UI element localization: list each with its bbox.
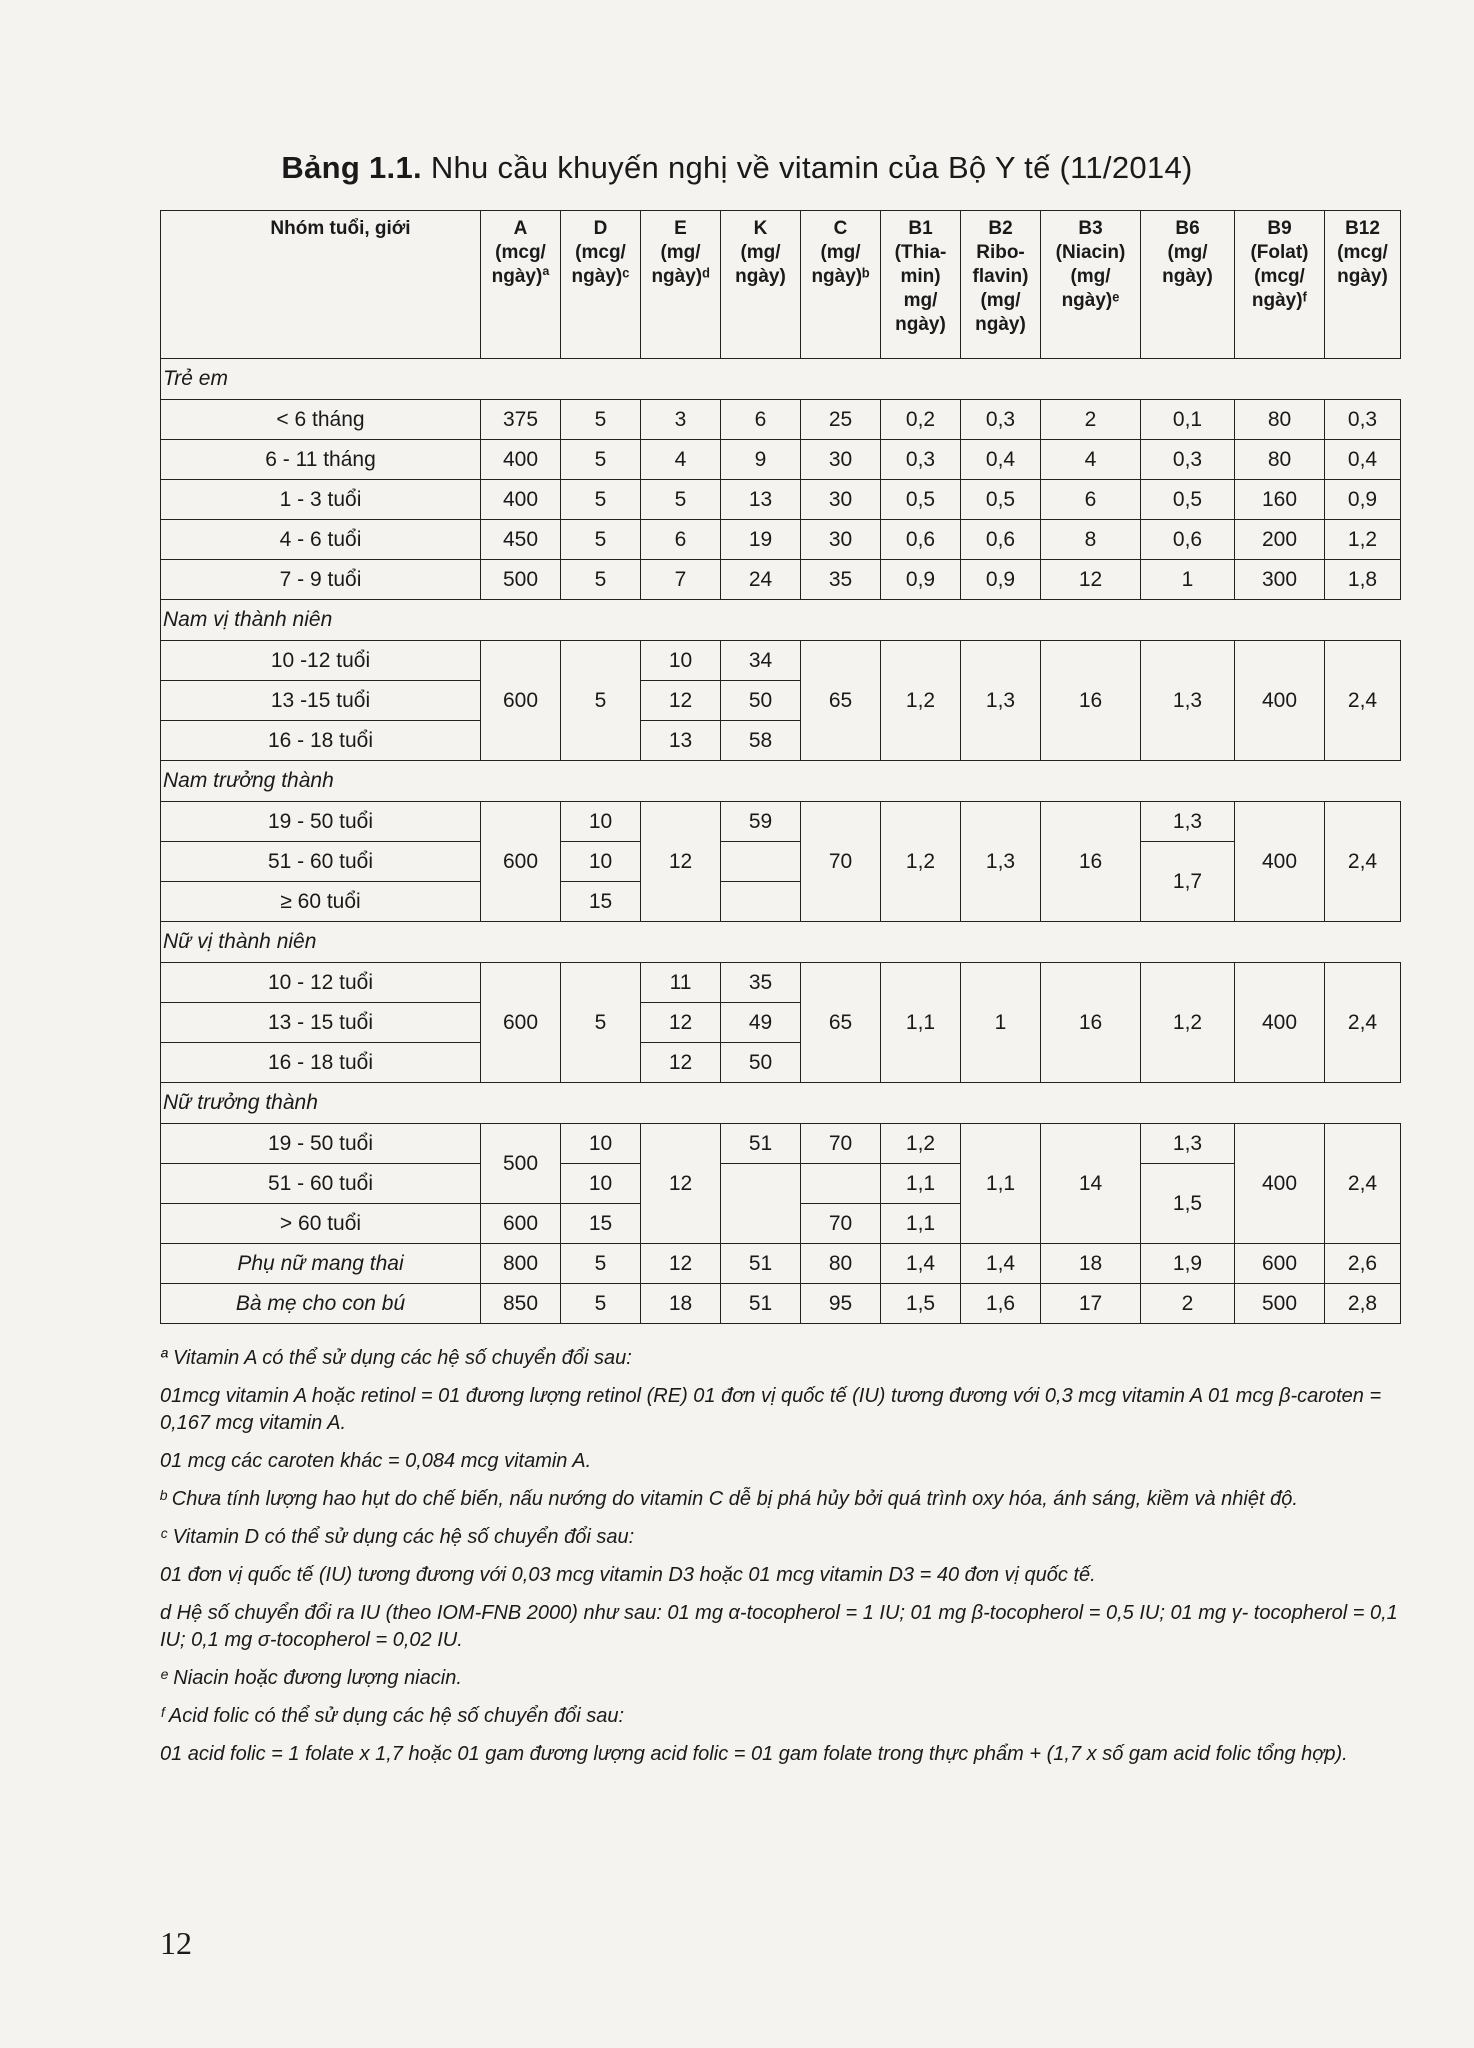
cell: 0,5 [881, 480, 961, 520]
cell: 400 [481, 480, 561, 520]
cell: 6 [1041, 480, 1141, 520]
cell: 0,5 [961, 480, 1041, 520]
cell: 12 [641, 681, 721, 721]
table-row [161, 641, 1401, 681]
cell: 1,3 [961, 802, 1041, 922]
cell: 5 [641, 480, 721, 520]
cell: 18 [1041, 1244, 1141, 1284]
cell: 2,4 [1325, 641, 1401, 761]
table-row [161, 842, 1401, 882]
header-col: A (mcg/ ngày)ª [481, 211, 561, 359]
table-row [161, 1124, 1401, 1164]
table-row [161, 480, 1401, 520]
cell: 50 [721, 1043, 801, 1083]
cell: 0,3 [961, 400, 1041, 440]
cell: 400 [481, 440, 561, 480]
cell: 1,1 [881, 963, 961, 1083]
cell: 13 [721, 480, 801, 520]
cell: 51 [721, 1284, 801, 1324]
age-cell: 16 - 18 tuổi [161, 1043, 481, 1083]
cell: 58 [721, 721, 801, 761]
cell: 1 [1141, 560, 1235, 600]
cell: 18 [641, 1284, 721, 1324]
header-col: B6 (mg/ ngày) [1141, 211, 1235, 359]
age-cell: 7 - 9 tuổi [161, 560, 481, 600]
cell: 0,9 [1325, 480, 1401, 520]
group-row [161, 922, 1401, 963]
header-col: B12 (mcg/ ngày) [1325, 211, 1401, 359]
cell: 12 [641, 1003, 721, 1043]
header-row [161, 211, 1401, 359]
age-cell: 51 - 60 tuổi [161, 1164, 481, 1204]
header-col: E (mg/ ngày)ᵈ [641, 211, 721, 359]
group-row [161, 359, 1401, 400]
cell: 1,5 [1141, 1164, 1235, 1244]
group-row [161, 761, 1401, 802]
group-label: Nữ trưởng thành [161, 1083, 1401, 1124]
footnote: ᶠ Acid folic có thể sử dụng các hệ số chuyển đổi sau: [160, 1705, 625, 1727]
cell: 0,4 [1325, 440, 1401, 480]
cell: 1,6 [961, 1284, 1041, 1324]
cell: 7 [641, 560, 721, 600]
cell: 1,1 [881, 1204, 961, 1244]
cell: 50 [721, 681, 801, 721]
cell: 2,4 [1325, 963, 1401, 1083]
header-age-group: Nhóm tuổi, giới [161, 211, 481, 359]
cell: 450 [481, 520, 561, 560]
page-number: 12 [160, 1925, 192, 1961]
footnote: ᶜ Vitamin D có thể sử dụng các hệ số chuyển đổi sau: [160, 1526, 635, 1548]
footnote: 01 đơn vị quốc tế (IU) tương đương với 0,03 mcg vitamin D3 hoặc 01 mcg vitamin D3 = 40 đơn vị quốc tế. [160, 1564, 1096, 1586]
cell: 500 [481, 560, 561, 600]
group-label: Nữ vị thành niên [161, 922, 1401, 963]
age-cell: Bà mẹ cho con bú [161, 1284, 481, 1324]
cell: 0,3 [881, 440, 961, 480]
cell: 4 [1041, 440, 1141, 480]
cell: 8 [1041, 520, 1141, 560]
header-col: B9 (Folat) (mcg/ ngày)ᶠ [1235, 211, 1325, 359]
cell: 25 [801, 400, 881, 440]
cell: 600 [1235, 1244, 1325, 1284]
cell: 1,2 [881, 641, 961, 761]
vitamin-table [160, 210, 1401, 1324]
table-row [161, 400, 1401, 440]
cell: 0,9 [881, 560, 961, 600]
cell: 13 [641, 721, 721, 761]
header-col: D (mcg/ ngày)ᶜ [561, 211, 641, 359]
cell: 5 [561, 440, 641, 480]
cell: 34 [721, 641, 801, 681]
group-label: Nam vị thành niên [161, 600, 1401, 641]
table-row [161, 520, 1401, 560]
cell: 1,2 [1325, 520, 1401, 560]
table-caption-text: Nhu cầu khuyến nghị về vitamin của Bộ Y tế (11/2014) [430, 150, 1193, 185]
cell: 1,9 [1141, 1244, 1235, 1284]
cell: 0,2 [881, 400, 961, 440]
footnote: d Hệ số chuyển đổi ra IU (theo IOM-FNB 2000) như sau: 01 mg α-tocopherol = 1 IU; 01 mg β-tocopherol = 0,5 IU; 01 mg γ- tocopherol = 0,1 IU; 0,1 mg σ-tocopherol = 0,02 IU. [160, 1602, 1398, 1651]
cell: 24 [721, 560, 801, 600]
footnote: 01 acid folic = 1 folate x 1,7 hoặc 01 gam đương lượng acid folic = 01 gam folate trong thực phẩm + (1,7 x số gam acid folic tổng hợp). [160, 1743, 1348, 1765]
cell: 10 [641, 641, 721, 681]
cell: 300 [1235, 560, 1325, 600]
cell: 600 [481, 1204, 561, 1244]
header-col: B3 (Niacin) (mg/ ngày)ᵉ [1041, 211, 1141, 359]
cell: 160 [1235, 480, 1325, 520]
table-row [161, 963, 1401, 1003]
cell: 17 [1041, 1284, 1141, 1324]
cell: 600 [481, 963, 561, 1083]
cell: 70 [801, 1204, 881, 1244]
cell: 35 [721, 963, 801, 1003]
table-caption-prefix: Bảng 1.1. [281, 150, 422, 185]
cell: 2 [1141, 1284, 1235, 1324]
cell: 2,6 [1325, 1244, 1401, 1284]
cell: 2,4 [1325, 802, 1401, 922]
cell: 4 [641, 440, 721, 480]
cell: 0,9 [961, 560, 1041, 600]
cell: 6 [641, 520, 721, 560]
cell: 15 [561, 1204, 641, 1244]
table-row [161, 560, 1401, 600]
age-cell: 19 - 50 tuổi [161, 802, 481, 842]
cell: 200 [1235, 520, 1325, 560]
cell: 14 [1041, 1124, 1141, 1244]
cell [801, 1164, 881, 1204]
cell [721, 842, 801, 882]
cell: 35 [801, 560, 881, 600]
age-cell: 13 -15 tuổi [161, 681, 481, 721]
cell: 5 [561, 963, 641, 1083]
cell: 2,4 [1325, 1124, 1401, 1244]
cell [721, 1164, 801, 1244]
age-cell: 10 - 12 tuổi [161, 963, 481, 1003]
cell: 10 [561, 1164, 641, 1204]
cell: 80 [801, 1244, 881, 1284]
cell: 3 [641, 400, 721, 440]
age-cell: > 60 tuổi [161, 1204, 481, 1244]
cell: 80 [1235, 400, 1325, 440]
cell: 400 [1235, 1124, 1325, 1244]
age-cell: 1 - 3 tuổi [161, 480, 481, 520]
cell: 51 [721, 1124, 801, 1164]
cell: 6 [721, 400, 801, 440]
cell: 1,2 [881, 802, 961, 922]
table-row [161, 1284, 1401, 1324]
footnote: 01 mcg các caroten khác = 0,084 mcg vitamin A. [160, 1450, 592, 1472]
cell: 19 [721, 520, 801, 560]
cell: 30 [801, 440, 881, 480]
cell: 1 [961, 963, 1041, 1083]
cell: 400 [1235, 963, 1325, 1083]
cell: 11 [641, 963, 721, 1003]
cell: 30 [801, 520, 881, 560]
age-cell: 51 - 60 tuổi [161, 842, 481, 882]
cell: 0,6 [881, 520, 961, 560]
cell: 1,8 [1325, 560, 1401, 600]
cell: 0,4 [961, 440, 1041, 480]
cell: 12 [1041, 560, 1141, 600]
cell: 0,3 [1141, 440, 1235, 480]
footnote: ª Vitamin A có thể sử dụng các hệ số chuyển đổi sau: [160, 1347, 632, 1369]
cell: 80 [1235, 440, 1325, 480]
footnote: 01mcg vitamin A hoặc retinol = 01 đương lượng retinol (RE) 01 đơn vị quốc tế (IU) tương đương với 0,3 mcg vitamin A 01 mcg β-caroten = 0,167 mcg vitamin A. [160, 1385, 1382, 1434]
cell: 5 [561, 520, 641, 560]
group-label: Trẻ em [161, 359, 1401, 400]
age-cell: 6 - 11 tháng [161, 440, 481, 480]
cell: 65 [801, 641, 881, 761]
age-cell: 10 -12 tuổi [161, 641, 481, 681]
table-row [161, 1164, 1401, 1204]
cell: 1,7 [1141, 842, 1235, 922]
cell: 400 [1235, 802, 1325, 922]
cell: 850 [481, 1284, 561, 1324]
cell: 30 [801, 480, 881, 520]
cell: 0,5 [1141, 480, 1235, 520]
header-col: C (mg/ ngày)ᵇ [801, 211, 881, 359]
header-col: B1 (Thia-min) mg/ ngày) [881, 211, 961, 359]
cell: 1,3 [961, 641, 1041, 761]
age-cell: < 6 tháng [161, 400, 481, 440]
cell: 400 [1235, 641, 1325, 761]
cell: 2,8 [1325, 1284, 1401, 1324]
cell: 2 [1041, 400, 1141, 440]
cell: 500 [1235, 1284, 1325, 1324]
cell: 65 [801, 963, 881, 1083]
cell: 600 [481, 641, 561, 761]
cell: 70 [801, 802, 881, 922]
age-cell: ≥ 60 tuổi [161, 882, 481, 922]
cell: 9 [721, 440, 801, 480]
table-row [161, 802, 1401, 842]
age-cell: 16 - 18 tuổi [161, 721, 481, 761]
cell: 5 [561, 1284, 641, 1324]
cell: 800 [481, 1244, 561, 1284]
age-cell: 13 - 15 tuổi [161, 1003, 481, 1043]
cell: 0,6 [961, 520, 1041, 560]
header-col: K (mg/ ngày) [721, 211, 801, 359]
cell: 16 [1041, 641, 1141, 761]
cell: 5 [561, 641, 641, 761]
cell: 5 [561, 1244, 641, 1284]
header-col: B2 Ribo-flavin) (mg/ ngày) [961, 211, 1041, 359]
footnotes [160, 1345, 1405, 1779]
table-row [161, 440, 1401, 480]
cell: 0,6 [1141, 520, 1235, 560]
group-row [161, 600, 1401, 641]
cell: 1,5 [881, 1284, 961, 1324]
age-cell: 19 - 50 tuổi [161, 1124, 481, 1164]
cell: 0,3 [1325, 400, 1401, 440]
cell: 10 [561, 1124, 641, 1164]
age-cell: 4 - 6 tuổi [161, 520, 481, 560]
cell: 12 [641, 1124, 721, 1244]
cell: 1,3 [1141, 1124, 1235, 1164]
cell: 59 [721, 802, 801, 842]
cell: 16 [1041, 963, 1141, 1083]
group-row [161, 1083, 1401, 1124]
table-caption [0, 150, 1474, 186]
cell: 10 [561, 842, 641, 882]
cell: 1,1 [961, 1124, 1041, 1244]
cell: 0,1 [1141, 400, 1235, 440]
cell: 5 [561, 560, 641, 600]
cell: 1,3 [1141, 802, 1235, 842]
cell: 5 [561, 480, 641, 520]
cell: 95 [801, 1284, 881, 1324]
cell: 16 [1041, 802, 1141, 922]
cell: 12 [641, 1043, 721, 1083]
cell: 10 [561, 802, 641, 842]
cell [721, 882, 801, 922]
cell: 5 [561, 400, 641, 440]
footnote: ᵉ Niacin hoặc đương lượng niacin. [160, 1667, 462, 1689]
cell: 1,2 [881, 1124, 961, 1164]
cell: 49 [721, 1003, 801, 1043]
cell: 51 [721, 1244, 801, 1284]
cell: 1,3 [1141, 641, 1235, 761]
group-label: Nam trưởng thành [161, 761, 1401, 802]
table-row [161, 1244, 1401, 1284]
cell: 375 [481, 400, 561, 440]
cell: 1,4 [961, 1244, 1041, 1284]
footnote: ᵇ Chưa tính lượng hao hụt do chế biến, nấu nướng do vitamin C dễ bị phá hủy bởi quá trình oxy hóa, ánh sáng, kiềm và nhiệt độ. [160, 1488, 1298, 1510]
age-cell: Phụ nữ mang thai [161, 1244, 481, 1284]
cell: 15 [561, 882, 641, 922]
cell: 1,4 [881, 1244, 961, 1284]
cell: 70 [801, 1124, 881, 1164]
cell: 12 [641, 802, 721, 922]
cell: 1,2 [1141, 963, 1235, 1083]
cell: 12 [641, 1244, 721, 1284]
cell: 1,1 [881, 1164, 961, 1204]
cell: 500 [481, 1124, 561, 1204]
cell: 600 [481, 802, 561, 922]
